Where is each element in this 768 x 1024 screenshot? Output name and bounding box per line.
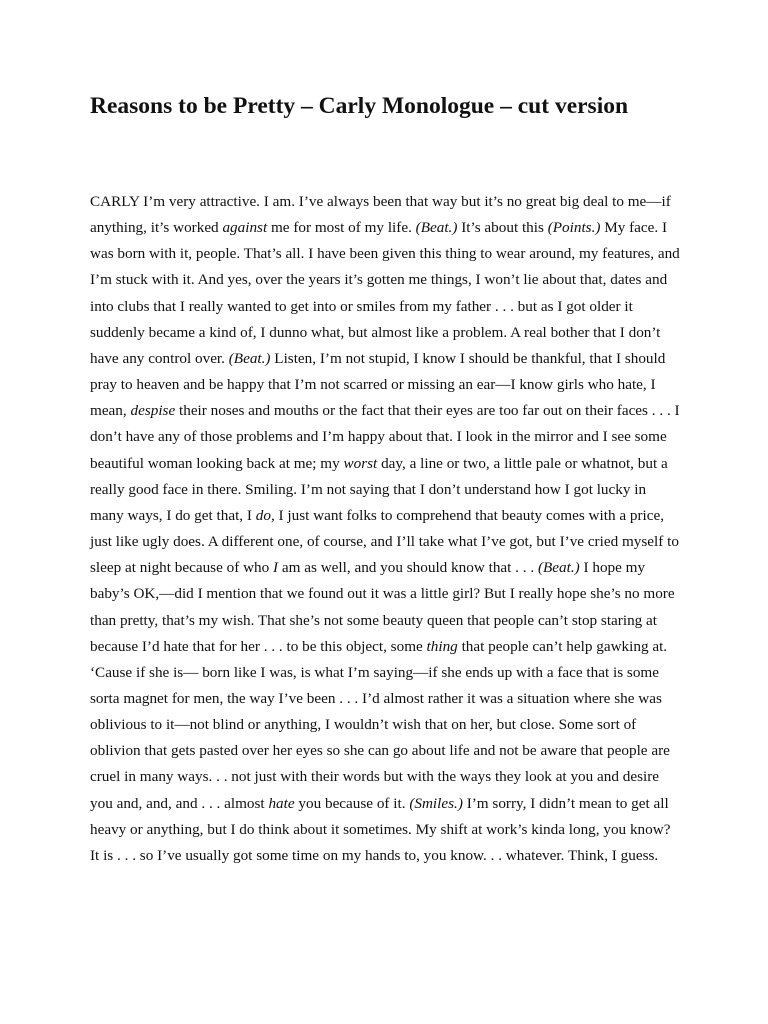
text-run: CARLY I’m very attractive. I am. I’ve always been that way but it’s no great big deal to me—if: [90, 193, 671, 210]
text-run: have any control over.: [90, 349, 229, 367]
text-run: I’m stuck with it. And yes, over the years it’s gotten me things, I won’t lie about that, dates and: [90, 271, 668, 289]
italic-stage-text: hate: [268, 794, 295, 812]
text-line: [90, 608, 690, 634]
text-run: ‘Cause if she is— born like I was, is what I’m saying—if she ends up with a face that is some: [90, 663, 659, 681]
text-line: [90, 451, 690, 477]
text-run: day, a line or two, a little pale or whatnot, but a: [377, 454, 668, 472]
italic-stage-text: against: [222, 219, 268, 237]
text-run: oblivious to it—not blind or anything, I wouldn’t wish that on her, but close. Some sort of: [90, 716, 637, 734]
text-line: [90, 581, 690, 607]
text-run: really good face in there. Smiling. I’m not saying that I don’t understand how I got lucky in: [90, 480, 647, 498]
text-line: [90, 503, 690, 529]
text-run: oblivion that gets pasted over her eyes so she can go about life and not be aware that people are: [90, 742, 670, 760]
document-title: Reasons to be Pretty – Carly Monologue – cut version: [90, 93, 629, 119]
text-run: sorta magnet for men, the way I’ve been . . . I’d almost rather it was a situation where she was: [90, 689, 662, 707]
text-run: that people can’t help gawking at.: [457, 637, 668, 655]
text-line: [90, 215, 690, 241]
italic-stage-text: do,: [255, 506, 275, 524]
text-run: into clubs that I really wanted to get into or smiles from my father . . . but as I got older it: [90, 297, 633, 315]
text-line: [90, 660, 690, 686]
text-line: [90, 189, 690, 215]
text-line: [90, 686, 690, 712]
text-line: [90, 791, 690, 817]
text-run: you and, and, and . . . almost: [90, 794, 269, 812]
text-run: me for most of my life.: [267, 219, 416, 237]
text-run: mean,: [90, 402, 131, 420]
text-line: [90, 634, 690, 660]
italic-stage-text: (Smiles.): [409, 794, 463, 812]
text-run: was born with it, people. That’s all. I have been given this thing to wear around, my features, and: [90, 245, 680, 263]
text-line: [90, 294, 690, 320]
text-line: [90, 424, 690, 450]
text-run: just like ugly does. A different one, of course, and I’ll take what I’ve got, but I’ve cried myself to: [90, 533, 679, 551]
text-run: heavy or anything, but I do think about it sometimes. My shift at work’s kinda long, you know?: [90, 820, 671, 838]
text-run: I hope my: [579, 559, 646, 577]
text-run: beautiful woman looking back at me; my: [90, 454, 344, 472]
text-line: [90, 267, 690, 293]
text-line: [90, 320, 690, 346]
text-run: their noses and mouths or the fact that their eyes are too far out on their faces . . . I: [175, 402, 680, 420]
text-line: [90, 241, 690, 267]
text-run: because I’d hate that for her . . . to be this object, some: [90, 637, 427, 655]
text-run: sleep at night because of who: [90, 559, 274, 577]
text-run: suddenly became a kind of, I dunno what, but almost like a problem. A real bother that I don’t: [90, 323, 661, 341]
italic-stage-text: I: [273, 559, 279, 577]
text-line: [90, 764, 690, 790]
text-run: cruel in many ways. . . not just with their words but with the ways they look at you and desire: [90, 768, 660, 786]
italic-stage-text: worst: [343, 454, 378, 472]
text-run: My face. I: [600, 219, 668, 237]
text-line: [90, 712, 690, 738]
italic-stage-text: (Points.): [547, 219, 601, 237]
text-run: baby’s OK,—did I mention that we found out it was a little girl? But I really hope she’s no more: [90, 585, 675, 603]
text-line: [90, 817, 690, 843]
text-run: Listen, I’m not stupid, I know I should be thankful, that I should: [270, 349, 666, 367]
text-line: [90, 477, 690, 503]
text-line: [90, 529, 690, 555]
text-run: many ways, I do get that, I: [90, 506, 256, 524]
italic-stage-text: (Beat.): [415, 219, 458, 237]
italic-stage-text: (Beat.): [537, 559, 580, 577]
text-line: [90, 372, 690, 398]
text-line: [90, 843, 690, 869]
text-run: pray to heaven and be happy that I’m not scarred or missing an ear—I know girls who hate, I: [90, 376, 656, 394]
text-run: you because of it.: [294, 794, 410, 812]
text-run: I’m sorry, I didn’t mean to get all: [462, 794, 669, 812]
text-line: [90, 555, 690, 581]
text-run: It’s about this: [457, 219, 548, 237]
italic-stage-text: (Beat.): [228, 349, 271, 367]
text-line: [90, 346, 690, 372]
text-run: anything, it’s worked: [90, 219, 223, 237]
italic-stage-text: thing: [426, 637, 458, 655]
italic-stage-text: despise: [130, 402, 176, 420]
text-run: don’t have any of those problems and I’m happy about that. I look in the mirror and I see some: [90, 428, 667, 446]
text-run: than pretty, that’s my wish. That she’s not some beauty queen that people can’t stop staring at: [90, 611, 658, 629]
text-run: I just want folks to comprehend that beauty comes with a price,: [274, 506, 665, 524]
monologue-text: [90, 189, 690, 869]
text-run: It is . . . so I’ve usually got some time on my hands to, you know. . . whatever. Think, I guess.: [90, 846, 659, 864]
text-line: [90, 398, 690, 424]
text-run: am as well, and you should know that . . .: [278, 559, 538, 577]
text-line: [90, 738, 690, 764]
